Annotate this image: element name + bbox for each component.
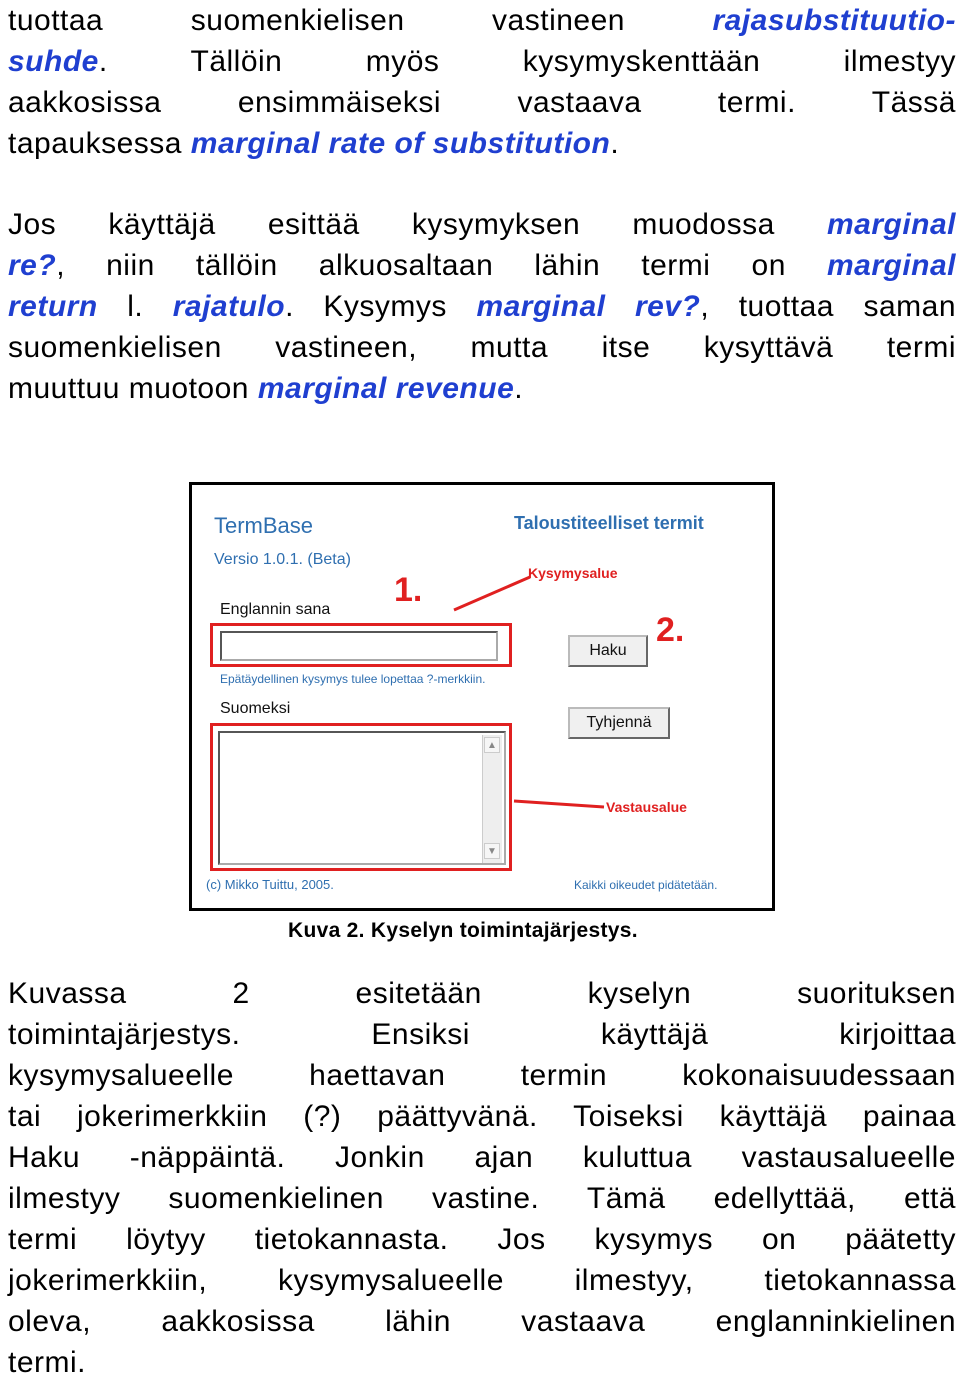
term-highlight: rajatulo bbox=[172, 290, 286, 323]
search-button[interactable]: Haku bbox=[568, 635, 648, 667]
text-line: termi löytyy tietokannasta. Jos kysymys on päätetty bbox=[8, 1223, 956, 1256]
term-highlight: marginal rate of substitution bbox=[190, 127, 611, 160]
clear-button[interactable]: Tyhjennä bbox=[568, 707, 670, 739]
text-run: l. bbox=[97, 290, 173, 323]
step-marker-1: 1. bbox=[394, 571, 423, 609]
app-version: Versio 1.0.1. (Beta) bbox=[214, 551, 351, 568]
paragraph-2 bbox=[8, 204, 956, 409]
text-run: Jos käyttäjä esittää kysymyksen muodossa bbox=[8, 208, 827, 241]
scroll-up-arrow-icon[interactable]: ▲ bbox=[484, 737, 500, 753]
text-run: tapauksessa bbox=[8, 127, 191, 160]
english-word-label: Englannin sana bbox=[220, 601, 331, 618]
term-highlight: marginal bbox=[826, 208, 956, 241]
term-highlight: return bbox=[8, 290, 98, 323]
text-run: , niin tällöin alkuosaltaan lähin termi on bbox=[56, 249, 827, 282]
text-line: Haku -näppäintä. Jonkin ajan kuluttua vastausalueelle bbox=[8, 1141, 956, 1174]
text-line: tai jokerimerkkiin (?) päättyvänä. Toiseksi käyttäjä painaa bbox=[8, 1100, 956, 1133]
step-marker-2: 2. bbox=[656, 611, 685, 649]
paragraph-1 bbox=[8, 0, 956, 164]
term-highlight: marginal rev? bbox=[476, 290, 701, 323]
text-line bbox=[8, 327, 956, 368]
text-line bbox=[8, 82, 956, 123]
wildcard-hint: Epätäydellinen kysymys tulee lopettaa ?-merkkiin. bbox=[220, 672, 486, 686]
app-title: TermBase bbox=[214, 513, 314, 538]
term-highlight: suhde bbox=[8, 45, 99, 78]
annotation-line-answer bbox=[514, 801, 604, 807]
text-run: . Tällöin myös kysymyskenttään ilmestyy bbox=[98, 45, 956, 78]
text-line: jokerimerkkiin, kysymysalueelle ilmestyy, tietokannassa bbox=[8, 1264, 956, 1297]
text-run: tuottaa suomenkielisen vastineen bbox=[8, 4, 713, 37]
text-run: aakkosissa ensimmäiseksi vastaava termi. Tässä bbox=[8, 86, 956, 119]
text-line bbox=[8, 368, 956, 409]
term-highlight: marginal revenue bbox=[257, 372, 515, 405]
text-run: . Kysymys bbox=[285, 290, 477, 323]
answer-area-annotation: Vastausalue bbox=[606, 799, 687, 815]
copyright-left: (c) Mikko Tuittu, 2005. bbox=[206, 877, 334, 892]
text-run: muuttuu muotoon bbox=[8, 372, 258, 405]
copyright-right: Kaikki oikeudet pidätetään. bbox=[574, 878, 718, 892]
finnish-label: Suomeksi bbox=[220, 700, 291, 717]
text-run: . bbox=[514, 372, 524, 405]
text-line bbox=[8, 0, 956, 41]
term-highlight: rajasubstituutio- bbox=[712, 4, 956, 37]
term-highlight: marginal bbox=[826, 249, 956, 282]
annotation-line-query bbox=[454, 577, 530, 610]
paragraph-3 bbox=[8, 973, 956, 1383]
text-line bbox=[8, 286, 956, 327]
finnish-result-textarea[interactable] bbox=[218, 731, 506, 865]
term-highlight: re? bbox=[8, 249, 57, 282]
text-line: ilmestyy suomenkielinen vastine. Tämä edellyttää, että bbox=[8, 1182, 956, 1215]
text-line: Kuvassa 2 esitetään kyselyn suorituksen bbox=[8, 977, 956, 1010]
english-word-input[interactable] bbox=[220, 631, 498, 661]
text-line: kysymysalueelle haettavan termin kokonaisuudessaan bbox=[8, 1059, 956, 1092]
text-line bbox=[8, 204, 956, 245]
text-line: termi. bbox=[8, 1346, 86, 1379]
subject-title: Taloustiteelliset termit bbox=[514, 513, 704, 533]
text-line bbox=[8, 123, 956, 164]
text-line bbox=[8, 245, 956, 286]
text-run: . bbox=[610, 127, 620, 160]
scroll-down-arrow-icon[interactable]: ▼ bbox=[484, 843, 500, 859]
text-run: suomenkielisen vastineen, mutta itse kysyttävä termi bbox=[8, 331, 956, 364]
text-run: , tuottaa saman bbox=[700, 290, 956, 323]
text-line: toimintajärjestys. Ensiksi käyttäjä kirjoittaa bbox=[8, 1018, 956, 1051]
query-area-annotation: Kysymysalue bbox=[528, 565, 618, 581]
termbase-screenshot-figure bbox=[189, 482, 775, 911]
text-line bbox=[8, 41, 956, 82]
figure-caption: Kuva 2. Kyselyn toimintajärjestys. bbox=[288, 919, 638, 942]
text-line: oleva, aakkosissa lähin vastaava englanninkielinen bbox=[8, 1305, 956, 1338]
